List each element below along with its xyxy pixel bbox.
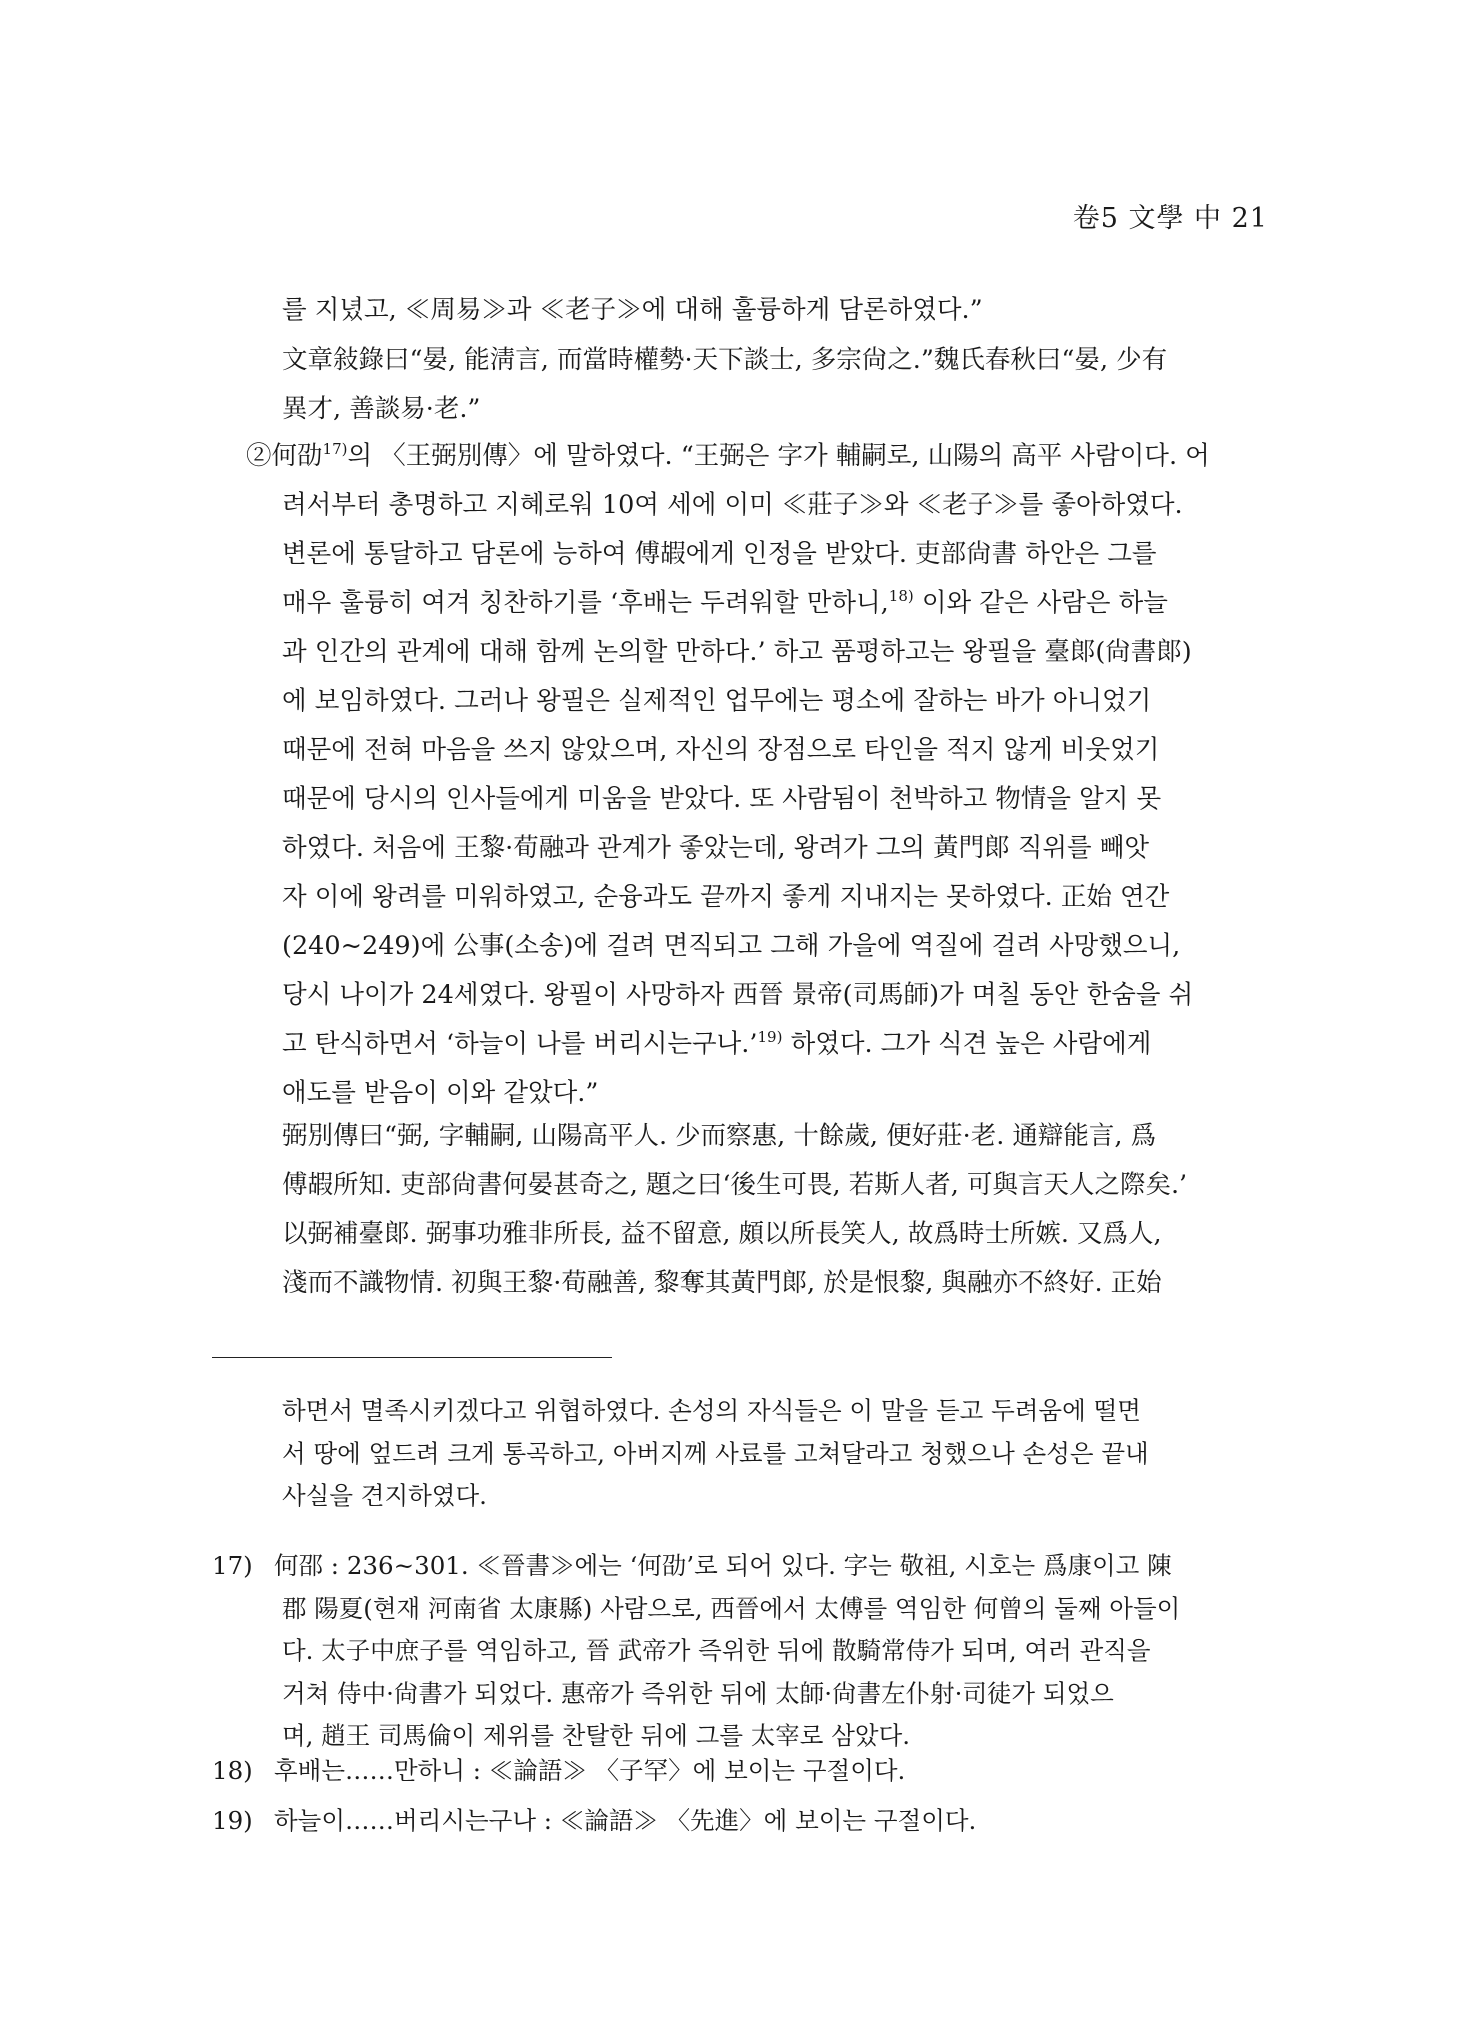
text-line: 변론에 통달하고 담론에 능하여 傅嘏에게 인정을 받았다. 吏部尙書 하안은 그를 bbox=[282, 539, 1157, 569]
text-line bbox=[212, 1545, 1280, 1588]
footnote-ref-19[interactable]: 19) bbox=[757, 1028, 783, 1046]
text-segment: 이와 같은 사람은 하늘 bbox=[913, 588, 1168, 618]
text-line: 郡 陽夏(현재 河南省 太康縣) 사람으로, 西晉에서 太傅를 역임한 何曾의 둘째 아들이 bbox=[282, 1593, 1181, 1623]
footnote-18 bbox=[212, 1750, 1280, 1793]
footnote-ref-17[interactable]: 17) bbox=[322, 440, 348, 458]
text-line: 사실을 견지하였다. bbox=[282, 1481, 487, 1510]
text-segment: 고 탄식하면서 ‘하늘이 나를 버리시는구나.’ bbox=[282, 1029, 758, 1059]
continuation-paragraph bbox=[282, 286, 1272, 335]
text-line: 과 인간의 관계에 대해 함께 논의할 만하다.’ 하고 품평하고는 왕필을 臺郞(尙書郞) bbox=[282, 637, 1192, 667]
running-header: 卷5 文學 中 21 bbox=[1072, 203, 1268, 234]
classical-quote-2 bbox=[282, 1112, 1272, 1308]
text-line: 文章敍錄曰“晏, 能淸言, 而當時權勢·天下談士, 多宗尙之.”魏氏春秋曰“晏, 少有 bbox=[282, 345, 1168, 375]
text-line: 弼別傳曰“弼, 字輔嗣, 山陽高平人. 少而察惠, 十餘歲, 便好莊·老. 通辯能言, 爲 bbox=[282, 1121, 1157, 1151]
footnote-continued bbox=[212, 1390, 1280, 1518]
text-line: 서 땅에 엎드려 크게 통곡하고, 아버지께 사료를 고쳐달라고 청했으나 손성은 끝내 bbox=[282, 1438, 1149, 1468]
footnote-19 bbox=[212, 1800, 1280, 1843]
footnote-ref-18[interactable]: 18) bbox=[888, 587, 914, 605]
text-line bbox=[212, 1800, 1280, 1843]
text-segment: 의 〈王弼別傳〉에 말하였다. “王弼은 字가 輔嗣로, 山陽의 高平 사람이다. 어 bbox=[347, 441, 1210, 471]
classical-quote-1 bbox=[282, 336, 1272, 434]
text-line: (240~249)에 公事(소송)에 걸려 면직되고 그해 가을에 역질에 걸려 사망했으니, bbox=[282, 931, 1181, 961]
item-marker: ② bbox=[246, 441, 272, 471]
translation-paragraph-2 bbox=[246, 432, 1272, 1118]
text-segment: 매우 훌륭히 여겨 칭찬하기를 ‘후배는 두려워할 만하니, bbox=[282, 588, 889, 618]
text-line bbox=[282, 579, 1272, 628]
text-line: 다. 太子中庶子를 역임하고, 晉 武帝가 즉위한 뒤에 散騎常侍가 되며, 여러 관직을 bbox=[282, 1636, 1151, 1665]
footnote-number: 17) bbox=[212, 1551, 253, 1580]
text-line: 거쳐 侍中·尙書가 되었다. 惠帝가 즉위한 뒤에 太師·尙書左仆射·司徒가 되었으 bbox=[282, 1678, 1114, 1708]
text-segment: 하였다. 그가 식견 높은 사람에게 bbox=[782, 1029, 1152, 1059]
text-line: 하면서 멸족시키겠다고 위협하였다. 손성의 자식들은 이 말을 듣고 두려움에 떨면 bbox=[282, 1396, 1141, 1425]
text-line: 때문에 당시의 인사들에게 미움을 받았다. 또 사람됨이 천박하고 物情을 알지 못 bbox=[282, 784, 1162, 814]
text-line: 를 지녔고, ≪周易≫과 ≪老子≫에 대해 훌륭하게 담론하였다.” bbox=[282, 295, 983, 325]
text-line: 려서부터 총명하고 지혜로워 10여 세에 이미 ≪莊子≫와 ≪老子≫를 좋아하였다. bbox=[282, 490, 1183, 520]
text-line bbox=[282, 1020, 1272, 1069]
text-line: 자 이에 왕려를 미워하였고, 순융과도 끝까지 좋게 지내지는 못하였다. 正始 연간 bbox=[282, 882, 1170, 912]
footnote-divider bbox=[212, 1357, 612, 1358]
footnote-number: 19) bbox=[212, 1806, 253, 1835]
text-line bbox=[212, 1750, 1280, 1793]
text-line bbox=[246, 432, 1272, 481]
text-line: 하였다. 처음에 王黎·荀融과 관계가 좋았는데, 왕려가 그의 黃門郞 직위를 빼앗 bbox=[282, 833, 1149, 863]
text-line: 때문에 전혀 마음을 쓰지 않았으며, 자신의 장점으로 타인을 적지 않게 비웃었기 bbox=[282, 735, 1160, 765]
text-line: 애도를 받음이 이와 같았다.” bbox=[282, 1078, 599, 1108]
footnote-number: 18) bbox=[212, 1756, 253, 1785]
text-line: 당시 나이가 24세였다. 왕필이 사망하자 西晉 景帝(司馬師)가 며칠 동안 한숨을 쉬 bbox=[282, 980, 1194, 1010]
text-line: 傅嘏所知. 吏部尙書何晏甚奇之, 題之曰‘後生可畏, 若斯人者, 可與言天人之際矣.’ bbox=[282, 1170, 1188, 1200]
text-line: 며, 趙王 司馬倫이 제위를 찬탈한 뒤에 그를 太宰로 삼았다. bbox=[282, 1721, 911, 1750]
footnote-17 bbox=[212, 1545, 1280, 1758]
author-name: 何劭 bbox=[271, 441, 323, 471]
text-line: 異才, 善談易·老.” bbox=[282, 394, 481, 424]
text-line: 淺而不識物情. 初與王黎·荀融善, 黎奪其黃門郞, 於是恨黎, 與融亦不終好. 正始 bbox=[282, 1268, 1162, 1298]
text-segment: 후배는……만하니 : ≪論語≫ 〈子罕〉에 보이는 구절이다. bbox=[274, 1756, 906, 1785]
text-line: 以弼補臺郞. 弼事功雅非所長, 益不留意, 頗以所長笑人, 故爲時士所嫉. 又爲人, bbox=[282, 1219, 1162, 1249]
text-segment: 何邵 : 236~301. ≪晉書≫에는 ‘何劭’로 되어 있다. 字는 敬祖, 시호는 爲康이고 陳 bbox=[274, 1551, 1172, 1580]
text-line: 에 보임하였다. 그러나 왕필은 실제적인 업무에는 평소에 잘하는 바가 아니었기 bbox=[282, 686, 1152, 716]
text-segment: 하늘이……버리시는구나 : ≪論語≫ 〈先進〉에 보이는 구절이다. bbox=[274, 1806, 977, 1835]
